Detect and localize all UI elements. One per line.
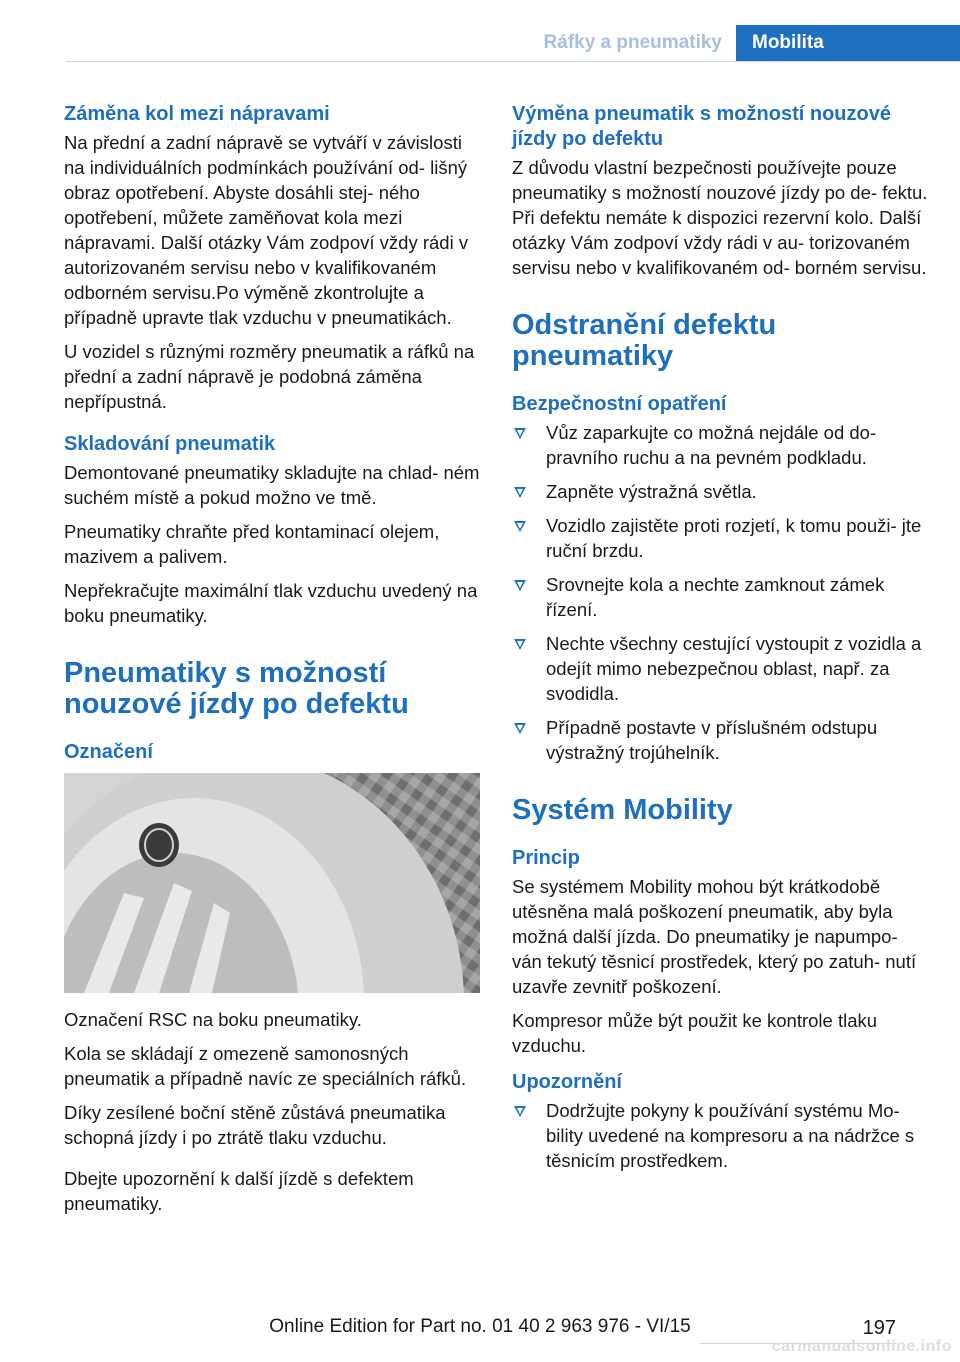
paragraph: Kola se skládají z omezeně samonosných pneumatik a případně navíc ze speciálních ráfků. bbox=[64, 1043, 467, 1089]
triangle-bullet-icon bbox=[514, 580, 526, 591]
paragraph: Díky zesílené boční stěně zůstává pneumatika schopná jízdy i po ztrátě tlaku vzduchu. bbox=[64, 1102, 446, 1148]
triangle-bullet-icon bbox=[514, 639, 526, 650]
heading-safety-measures: Bezpečnostní opatření bbox=[512, 393, 727, 415]
paragraph: Se systémem Mobility mohou být krátkodobě utěsněna malá poškození pneumatik, aby byla možná další jízda. Do pneumatiky je napumpo- ván tekutý těsnicí prostředek, který po zatuh- nutí uzavře zevnitř poškození. bbox=[512, 876, 917, 997]
left-column bbox=[64, 102, 482, 1225]
heading-flat-tire: Odstranění defektu pneumatiky bbox=[512, 309, 777, 372]
heading-wheel-rotation: Záměna kol mezi nápravami bbox=[64, 103, 330, 125]
right-column bbox=[512, 102, 928, 1182]
paragraph: Dbejte upozornění k další jízdě s defektem pneumatiky. bbox=[64, 1168, 414, 1214]
triangle-bullet-icon bbox=[514, 428, 526, 439]
notice-list bbox=[512, 1098, 928, 1173]
list-item: Srovnejte kola a nechte zamknout zámek řízení. bbox=[512, 572, 928, 622]
paragraph: Z důvodu vlastní bezpečnosti používejte pouze pneumatiky s možností nouzové jízdy po de- fektu. Při defektu nemáte k dispozici rezervní kolo. Další otázky Vám zodpoví vždy rádi v au- torizovaném servisu nebo v kvalifikovaném od- borném servisu. bbox=[512, 157, 928, 278]
header-chapter-tab: Mobilita bbox=[736, 25, 960, 61]
heading-marking: Označení bbox=[64, 741, 153, 763]
triangle-bullet-icon bbox=[514, 723, 526, 734]
paragraph: U vozidel s různými rozměry pneumatik a ráfků na přední a zadní nápravě je podobná záměna nepřípustná. bbox=[64, 341, 475, 412]
heading-principle: Princip bbox=[512, 847, 580, 869]
list-item: Nechte všechny cestující vystoupit z vozidla a odejít mimo nebezpečnou oblast, např. za svodidla. bbox=[512, 631, 928, 706]
heading-tire-storage: Skladování pneumatik bbox=[64, 433, 276, 455]
triangle-bullet-icon bbox=[514, 487, 526, 498]
heading-runflat-tires: Pneumatiky s možností nouzové jízdy po defektu bbox=[64, 657, 409, 720]
list-item: Vůz zaparkujte co možná nejdále od do- pravního ruchu a na pevném podkladu. bbox=[512, 420, 928, 470]
page-number: 197 bbox=[862, 1317, 896, 1339]
footer-edition: Online Edition for Part no. 01 40 2 963 976 - VI/15 bbox=[269, 1316, 691, 1337]
heading-replacing-tires: Výměna pneumatik s možností nouzové jízdy po defektu bbox=[512, 103, 891, 150]
figure-caption: Označení RSC na boku pneumatiky. bbox=[64, 1009, 362, 1030]
header-section-title: Ráfky a pneumatiky bbox=[543, 32, 722, 53]
page-header bbox=[66, 25, 960, 62]
list-item: Případně postavte v příslušném odstupu výstražný trojúhelník. bbox=[512, 715, 928, 765]
triangle-bullet-icon bbox=[514, 1106, 526, 1117]
list-item: Zapněte výstražná světla. bbox=[512, 479, 928, 504]
safety-list bbox=[512, 420, 928, 765]
paragraph: Pneumatiky chraňte před kontaminací olejem, mazivem a palivem. bbox=[64, 521, 440, 567]
list-item: Dodržujte pokyny k používání systému Mo- bility uvedené na kompresoru a na nádržce s těsnicím prostředkem. bbox=[512, 1098, 928, 1173]
rsc-tire-illustration bbox=[64, 773, 480, 993]
triangle-bullet-icon bbox=[514, 521, 526, 532]
heading-mobility-system: Systém Mobility bbox=[512, 794, 733, 826]
watermark: carmanualsonline.info bbox=[771, 1338, 952, 1355]
heading-notice: Upozornění bbox=[512, 1071, 622, 1093]
paragraph: Na přední a zadní nápravě se vytváří v závislosti na individuálních podmínkách používání od- lišný obraz opotřebení. Abyste dosáhli stej- ného opotřebení, můžete zaměňovat kola mezi nápravami. Další otázky Vám zodpoví vždy rádi v autorizovaném servisu nebo v kvalifikovaném odborném servisu.Po výměně zkontrolujte a případně upravte tlak vzduchu v pneumatikách. bbox=[64, 132, 469, 328]
paragraph: Demontované pneumatiky skladujte na chlad- ném suchém místě a pokud možno ve tmě. bbox=[64, 462, 480, 508]
paragraph: Kompresor může být použit ke kontrole tlaku vzduchu. bbox=[512, 1010, 878, 1056]
list-item: Vozidlo zajistěte proti rozjetí, k tomu použi- jte ruční brzdu. bbox=[512, 513, 928, 563]
paragraph: Nepřekračujte maximální tlak vzduchu uvedený na boku pneumatiky. bbox=[64, 580, 478, 626]
